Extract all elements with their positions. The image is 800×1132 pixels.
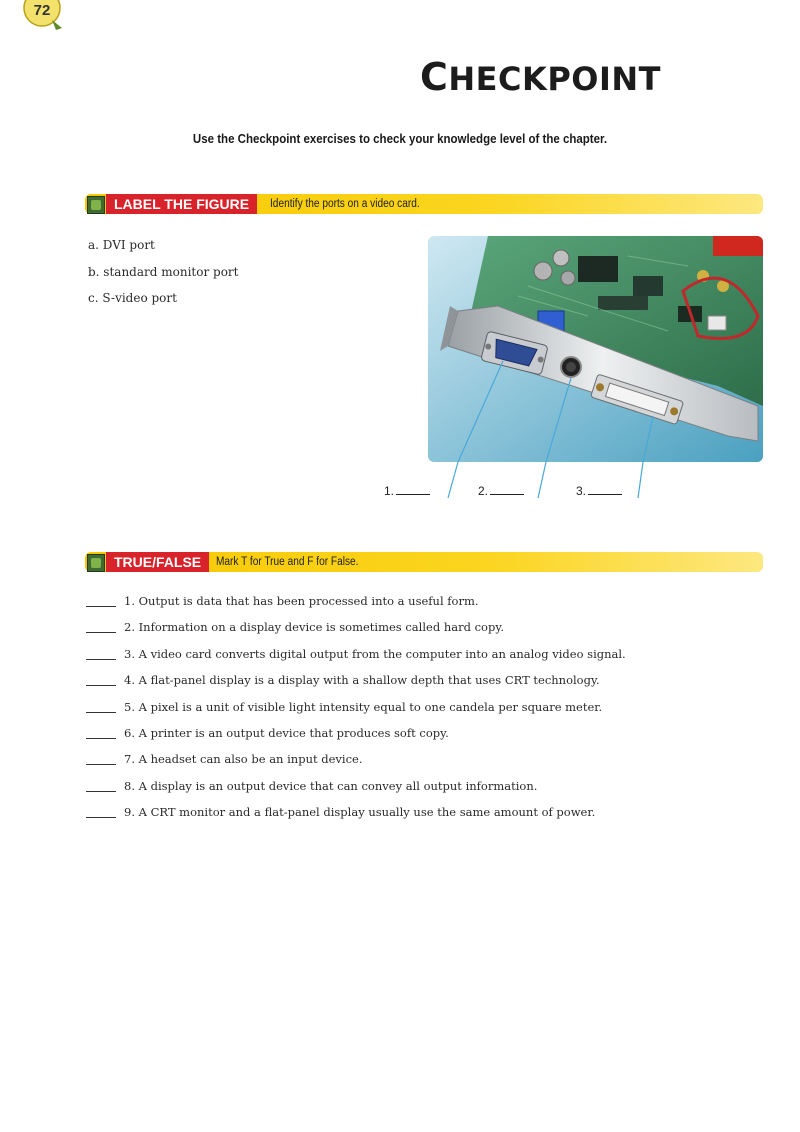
answer-blank[interactable] xyxy=(86,617,116,633)
figure-blank-3[interactable] xyxy=(576,484,622,498)
section-leaf-icon xyxy=(87,196,105,214)
true-false-item xyxy=(86,588,626,614)
port-label-item: b. standard monitor port xyxy=(88,264,239,279)
true-false-item xyxy=(86,641,626,667)
label-figure-heading: LABEL THE FIGURE xyxy=(106,194,257,214)
figure-blank-2[interactable] xyxy=(478,484,524,498)
true-false-item xyxy=(86,799,626,825)
true-false-item xyxy=(86,614,626,640)
true-false-item xyxy=(86,667,626,693)
port-label-item: c. S-video port xyxy=(88,291,177,305)
page-subtitle: Use the Checkpoint exercises to check your knowledge level of the chapter. xyxy=(192,132,608,146)
section-leaf-icon xyxy=(87,554,105,572)
port-label-item: a. DVI port xyxy=(88,238,155,252)
statement-text: 3. A video card converts digital output from the computer into an analog video signal. xyxy=(124,646,626,661)
answer-blank[interactable] xyxy=(86,776,116,792)
true-false-item xyxy=(86,720,626,746)
statement-text: 4. A flat-panel display is a display with a shallow depth that uses CRT technology. xyxy=(124,673,600,688)
statement-text: 5. A pixel is a unit of visible light intensity equal to one candela per square meter. xyxy=(124,699,603,714)
true-false-instruction: Mark T for True and F for False. xyxy=(216,556,359,568)
port-label-list xyxy=(88,232,238,312)
true-false-list xyxy=(86,588,626,826)
figure-blank-number: 2. xyxy=(478,484,489,498)
answer-blank[interactable] xyxy=(86,591,116,607)
title-first-letter: C xyxy=(420,55,449,99)
answer-blank[interactable] xyxy=(86,749,116,765)
statement-text: 8. A display is an output device that can convey all output information. xyxy=(124,778,538,793)
label-figure-instruction: Identify the ports on a video card. xyxy=(270,198,420,210)
answer-blank[interactable] xyxy=(86,644,116,660)
true-false-item xyxy=(86,746,626,772)
answer-blank[interactable] xyxy=(86,723,116,739)
title-rest: HECKPOINT xyxy=(448,60,661,98)
figure-blank-number: 1. xyxy=(384,484,395,498)
statement-text: 7. A headset can also be an input device. xyxy=(124,752,363,767)
statement-text: 2. Information on a display device is sometimes called hard copy. xyxy=(124,620,504,635)
figure-blank-1[interactable] xyxy=(384,484,430,498)
true-false-item xyxy=(86,773,626,799)
answer-blank[interactable] xyxy=(86,802,116,818)
page-title xyxy=(420,55,680,99)
statement-text: 1. Output is data that has been processed into a useful form. xyxy=(124,594,479,608)
page-number: 72 xyxy=(33,2,51,19)
statement-text: 9. A CRT monitor and a flat-panel display usually use the same amount of power. xyxy=(124,805,596,820)
true-false-heading: TRUE/FALSE xyxy=(106,552,209,572)
label-figure-bar xyxy=(85,194,763,214)
true-false-item xyxy=(86,694,626,720)
video-card-image xyxy=(428,236,763,462)
statement-text: 6. A printer is an output device that produces soft copy. xyxy=(124,725,449,740)
answer-blank[interactable] xyxy=(86,697,116,713)
true-false-bar xyxy=(85,552,763,572)
answer-blank[interactable] xyxy=(86,670,116,686)
figure-blank-number: 3. xyxy=(576,484,587,498)
page-number-badge xyxy=(22,0,66,32)
